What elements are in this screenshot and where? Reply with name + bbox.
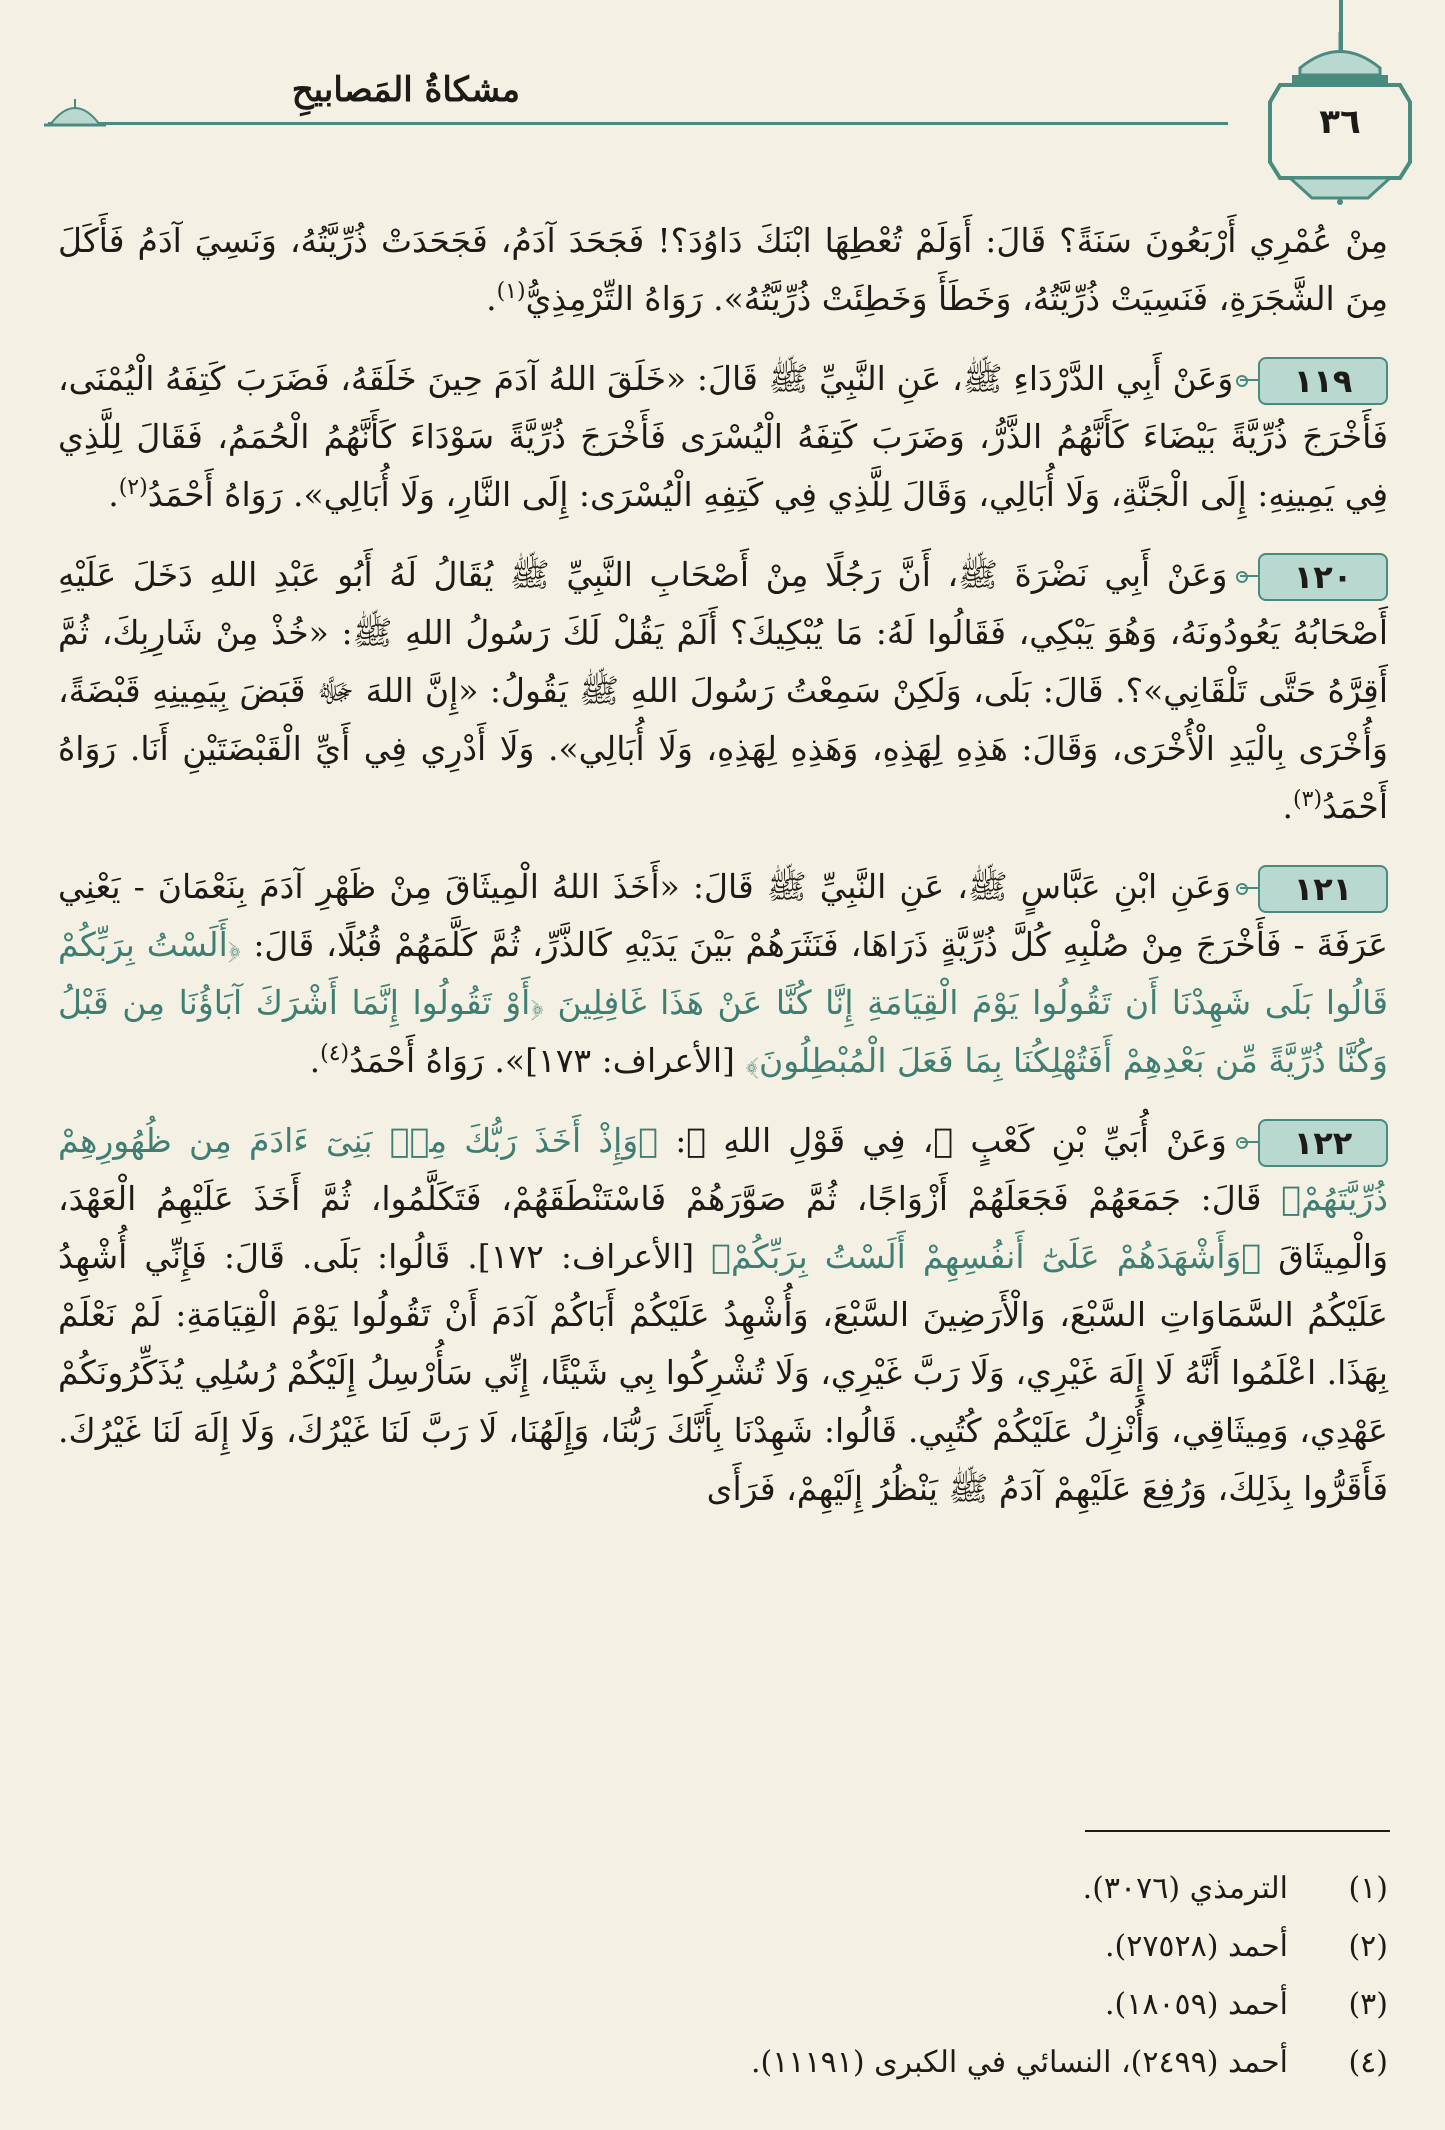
hadith-120: ١٢٠ وَعَنْ أَبِي نَضْرَةَ ﷺ، أَنَّ رَجُلًا مِنْ أَصْحَابِ النَّبِيِّ ﷺ يُقَالُ لَهُ أَبُو عَبْدِ اللهِ دَخَلَ عَلَيْهِ أَصْحَابُهُ يَعُودُونَهُ، وَهُوَ يَبْكِي، فَقَالُوا لَهُ: مَا يُبْكِيكَ؟ أَلَمْ يَقُلْ لَكَ رَسُولُ اللهِ ﷺ: «خُذْ مِنْ شَارِبِكَ، ثُمَّ أَقِرَّهُ حَتَّى تَلْقَانِي»؟. قَالَ: بَلَى، وَلَكِنْ سَمِعْتُ رَسُولَ اللهِ ﷺ يَقُولُ: «إِنَّ اللهَ ﷻ قَبَضَ بِيَمِينِهِ قَبْضَةً، وَأُخْرَى بِالْيَدِ الْأُخْرَى، وَقَالَ: هَذِهِ لِهَذِهِ، وَهَذِهِ لِهَذِهِ، وَلَا أُبَالِي». وَلَا أَدْرِي فِي أَيِّ الْقَبْضَتَيْنِ أَنَا. رَوَاهُ أَحْمَدُ$^{(٣)}$. — [58, 555, 1388, 826]
footnotes — [58, 1860, 1388, 2080]
footnote-ref-2: (٢) — [118, 475, 148, 500]
hadith-text-end: ». رَوَاهُ أَحْمَدُ — [349, 1041, 526, 1080]
footnote-number: (١) — [1348, 1871, 1388, 1906]
footnote-text: أحمد (٢٧٥٢٨). — [1104, 1929, 1288, 1964]
quran-verse: ﴿أَلَسْتُ بِرَبِّكُمْ قَالُوا بَلَى شَهِدْنَا أَن تَقُولُوا يَوْمَ الْقِيَامَةِ إِنَّا كُنَّا عَنْ هَذَا غَافِلِينَ ﴿أَوْ تَقُولُوا إِنَّمَا أَشْرَكَ آبَاؤُنَا مِن قَبْلُ وَكُنَّا ذُرِّيَّةً مِّن بَعْدِهِمْ أَفَتُهْلِكُنَا بِمَا فَعَلَ الْمُبْطِلُونَ﴾ — [58, 925, 1388, 1080]
footnote-item — [58, 1860, 1388, 1918]
footnote-number: (٣) — [1348, 1987, 1388, 2022]
footnote-text: أحمد (١٨٠٥٩). — [1104, 1987, 1288, 2022]
header-rule — [48, 122, 1228, 125]
opening-text: مِنْ عُمْرِي أَرْبَعُونَ سَنَةً؟ قَالَ: أَوَلَمْ تُعْطِهَا ابْنَكَ دَاوُدَ؟! فَجَحَدَ آدَمُ، فَجَحَدَتْ ذُرِّيَّتُهُ، وَنَسِيَ آدَمُ فَأَكَلَ مِنَ الشَّجَرَةِ، فَنَسِيَتْ ذُرِّيَّتُهُ، وَخَطَأَ وَخَطِئَتْ ذُرِّيَّتُهُ». رَوَاهُ التِّرْمِذِيُّ — [58, 221, 1388, 318]
footnote-ref-3: (٣) — [1293, 787, 1323, 812]
hadith-text: . قَالُوا: بَلَى. قَالَ: فَإِنِّي أُشْهِدُ عَلَيْكُمُ السَّمَاوَاتِ السَّبْعَ، وَالْأَرَضِينَ السَّبْعَ، وَأُشْهِدُ عَلَيْكُمْ أَبَاكُمْ آدَمَ أَنْ تَقُولُوا يَوْمَ الْقِيَامَةِ: لَمْ نَعْلَمْ بِهَذَا. اعْلَمُوا أَنَّهُ لَا إِلَهَ غَيْرِي، وَلَا رَبَّ غَيْرِي، وَلَا تُشْرِكُوا بِي شَيْئًا، إِنِّي سَأُرْسِلُ إِلَيْكُمْ رُسُلِي يُذَكِّرُونَكُمْ عَهْدِي، وَمِيثَاقِي، وَأُنْزِلُ عَلَيْكُمْ كُتُبِي. قَالُوا: شَهِدْنَا بِأَنَّكَ رَبُّنَا، وَإِلَهُنَا، لَا رَبَّ لَنَا غَيْرُكَ، وَلَا إِلَهَ لَنَا غَيْرُكَ. فَأَقَرُّوا بِذَلِكَ، وَرُفِعَ عَلَيْهِمْ آدَمُ ﷺ يَنْظُرُ إِلَيْهِمْ، فَرَأَى — [58, 1237, 1388, 1508]
book-title: مشكاةُ المَصابيحِ — [291, 70, 520, 110]
hadith-number-badge: ١١٩ — [1258, 357, 1388, 405]
footnote-item — [58, 1976, 1388, 2034]
footnote-number: (٢) — [1348, 1929, 1388, 1964]
hadith-text: وَعَنِ ابْنِ عَبَّاسٍ ﷺ، عَنِ النَّبِيِّ ﷺ قَالَ: «أَخَذَ اللهُ الْمِيثَاقَ مِنْ ظَهْرِ آدَمَ بِنَعْمَانَ - يَعْنِي عَرَفَةَ - فَأَخْرَجَ مِنْ صُلْبِهِ كُلَّ ذُرِّيَّةٍ ذَرَاهَا، فَنَثَرَهُمْ بَيْنَ يَدَيْهِ كَالذَّرِّ، ثُمَّ كَلَّمَهُمْ قُبُلًا، قَالَ: — [58, 867, 1388, 964]
quran-verse: ﴿وَإِذْ أَخَذَ رَبُّكَ مِنۢ بَنِىٓ ءَادَمَ مِن ظُهُورِهِمْ ذُرِّيَّتَهُمْ﴾ — [58, 1121, 1388, 1218]
footnote-text: أحمد (٢٤٩٩)، النسائي في الكبرى (١١١٩١). — [751, 2045, 1288, 2080]
main-text — [58, 212, 1388, 1792]
mosque-dome-icon — [40, 97, 110, 127]
hadith-number-badge: ١٢٠ — [1258, 553, 1388, 601]
hadith-121: ١٢١ وَعَنِ ابْنِ عَبَّاسٍ ﷺ، عَنِ النَّبِيِّ ﷺ قَالَ: «أَخَذَ اللهُ الْمِيثَاقَ مِنْ ظَهْرِ آدَمَ بِنَعْمَانَ - يَعْنِي عَرَفَةَ - فَأَخْرَجَ مِنْ صُلْبِهِ كُلَّ ذُرِّيَّةٍ ذَرَاهَا، فَنَثَرَهُمْ بَيْنَ يَدَيْهِ كَالذَّرِّ، ثُمَّ كَلَّمَهُمْ قُبُلًا، قَالَ: ﴿أَلَسْتُ بِرَبِّكُمْ قَالُوا بَلَى شَهِدْنَا أَن تَقُولُوا يَوْمَ الْقِيَامَةِ إِنَّا كُنَّا عَنْ هَذَا غَافِلِينَ ﴿أَوْ تَقُولُوا إِنَّمَا أَشْرَكَ آبَاؤُنَا مِن قَبْلُ وَكُنَّا ذُرِّيَّةً مِّن بَعْدِهِمْ أَفَتُهْلِكُنَا بِمَا فَعَلَ الْمُبْطِلُونَ﴾ [الأعراف: ١٧٣]». رَوَاهُ أَحْمَدُ$^{(٤)}$. — [58, 867, 1388, 1080]
hadith-text: وَعَنْ أَبِي نَضْرَةَ ﷺ، أَنَّ رَجُلًا مِنْ أَصْحَابِ النَّبِيِّ ﷺ يُقَالُ لَهُ أَبُو عَبْدِ اللهِ دَخَلَ عَلَيْهِ أَصْحَابُهُ يَعُودُونَهُ، وَهُوَ يَبْكِي، فَقَالُوا لَهُ: مَا يُبْكِيكَ؟ أَلَمْ يَقُلْ لَكَ رَسُولُ اللهِ ﷺ: «خُذْ مِنْ شَارِبِكَ، ثُمَّ أَقِرَّهُ حَتَّى تَلْقَانِي»؟. قَالَ: بَلَى، وَلَكِنْ سَمِعْتُ رَسُولَ اللهِ ﷺ يَقُولُ: «إِنَّ اللهَ ﷻ قَبَضَ بِيَمِينِهِ قَبْضَةً، وَأُخْرَى بِالْيَدِ الْأُخْرَى، وَقَالَ: هَذِهِ لِهَذِهِ، وَهَذِهِ لِهَذِهِ، وَلَا أُبَالِي». وَلَا أَدْرِي فِي أَيِّ الْقَبْضَتَيْنِ أَنَا. رَوَاهُ أَحْمَدُ — [58, 555, 1388, 826]
hadith-119: ١١٩ وَعَنْ أَبِي الدَّرْدَاءِ ﷺ، عَنِ النَّبِيِّ ﷺ قَالَ: «خَلَقَ اللهُ آدَمَ حِينَ خَلَقَهُ، فَضَرَبَ كَتِفَهُ الْيُمْنَى، فَأَخْرَجَ ذُرِّيَّةً بَيْضَاءَ كَأَنَّهُمُ الذَّرُّ، وَضَرَبَ كَتِفَهُ الْيُسْرَى فَأَخْرَجَ ذُرِّيَّةً سَوْدَاءَ كَأَنَّهُمُ الْحُمَمُ، فَقَالَ لِلَّذِي فِي يَمِينِهِ: إِلَى الْجَنَّةِ، وَلَا أُبَالِي، وَقَالَ لِلَّذِي فِي كَتِفِهِ الْيُسْرَى: إِلَى النَّارِ، وَلَا أُبَالِي». رَوَاهُ أَحْمَدُ$^{(٢)}$. — [58, 359, 1388, 514]
page-header — [0, 0, 1445, 210]
hadith-text: قَالَ: جَمَعَهُمْ فَجَعَلَهُمْ أَزْوَاجًا، ثُمَّ صَوَّرَهُمْ فَاسْتَنْطَقَهُمْ، فَتَكَلَّمُوا، ثُمَّ أَخَذَ عَلَيْهِمُ الْعَهْدَ، وَالْمِيثَاقَ — [58, 1179, 1388, 1276]
footnote-number: (٤) — [1348, 2045, 1388, 2080]
page-number: ٣٦ — [1319, 102, 1361, 142]
footnote-separator — [1085, 1830, 1390, 1832]
hadith-number-badge: ١٢٢ — [1258, 1119, 1388, 1167]
opening-paragraph: مِنْ عُمْرِي أَرْبَعُونَ سَنَةً؟ قَالَ: أَوَلَمْ تُعْطِهَا ابْنَكَ دَاوُدَ؟! فَجَحَدَ آدَمُ، فَجَحَدَتْ ذُرِّيَّتُهُ، وَنَسِيَ آدَمُ فَأَكَلَ مِنَ الشَّجَرَةِ، فَنَسِيَتْ ذُرِّيَّتُهُ، وَخَطَأَ وَخَطِئَتْ ذُرِّيَّتُهُ». رَوَاهُ التِّرْمِذِيُّ$^{(١)}$. — [58, 221, 1388, 318]
footnote-text: الترمذي (٣٠٧٦). — [1082, 1871, 1288, 1906]
footnote-ref-4: (٤) — [320, 1041, 350, 1066]
quran-citation: [الأعراف: ١٧٢] — [477, 1237, 695, 1276]
footnote-item — [58, 1918, 1388, 1976]
hadith-122 — [58, 1112, 1388, 1518]
footnote-item — [58, 2034, 1388, 2092]
quran-citation: [الأعراف: ١٧٣] — [525, 1041, 735, 1080]
hadith-number-badge: ١٢١ — [1258, 865, 1388, 913]
hadith-text: وَعَنْ أُبَيِّ بْنِ كَعْبٍ ﷺ، فِي قَوْلِ اللهِ ﷻ: — [675, 1121, 1227, 1160]
quran-verse: ﴿وَأَشْهَدَهُمْ عَلَىٰٓ أَنفُسِهِمْ أَلَسْتُ بِرَبِّكُمْ﴾ — [711, 1237, 1262, 1276]
footnote-ref-1: (١) — [496, 279, 526, 304]
hadith-text: وَعَنْ أَبِي الدَّرْدَاءِ ﷺ، عَنِ النَّبِيِّ ﷺ قَالَ: «خَلَقَ اللهُ آدَمَ حِينَ خَلَقَهُ، فَضَرَبَ كَتِفَهُ الْيُمْنَى، فَأَخْرَجَ ذُرِّيَّةً بَيْضَاءَ كَأَنَّهُمُ الذَّرُّ، وَضَرَبَ كَتِفَهُ الْيُسْرَى فَأَخْرَجَ ذُرِّيَّةً سَوْدَاءَ كَأَنَّهُمُ الْحُمَمُ، فَقَالَ لِلَّذِي فِي يَمِينِهِ: إِلَى الْجَنَّةِ، وَلَا أُبَالِي، وَقَالَ لِلَّذِي فِي كَتِفِهِ الْيُسْرَى: إِلَى النَّارِ، وَلَا أُبَالِي». رَوَاهُ أَحْمَدُ — [58, 359, 1388, 514]
